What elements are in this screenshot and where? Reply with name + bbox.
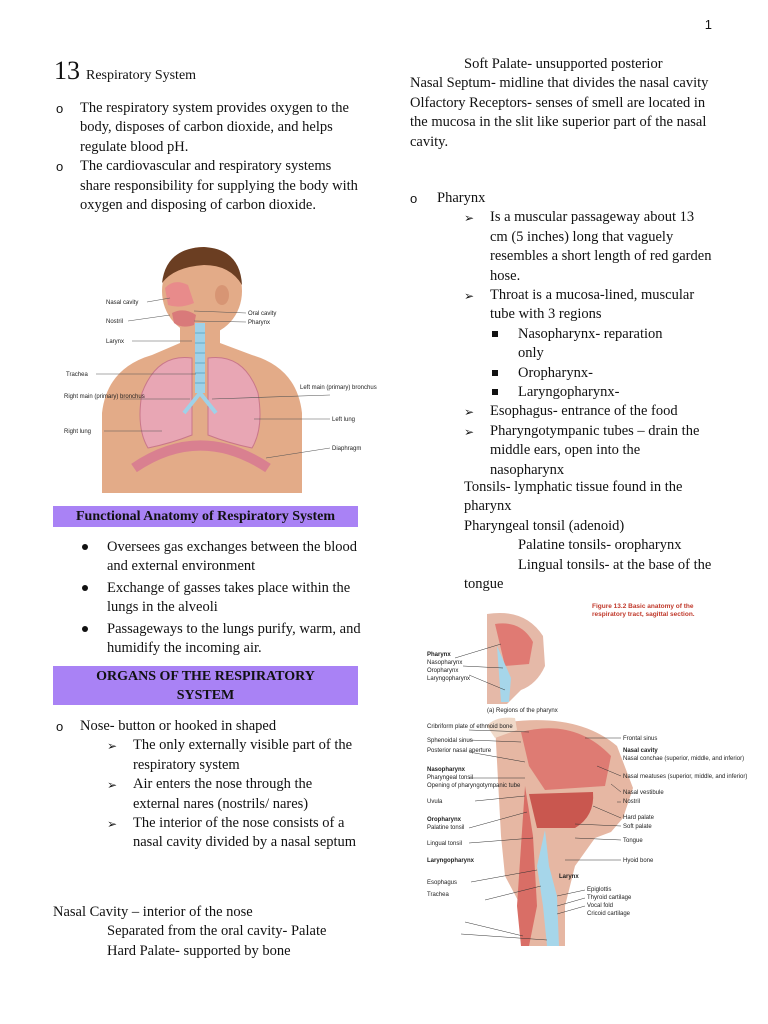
functional-bullet [80, 538, 362, 577]
figure2-sub-caption: (a) Regions of the pharynx [487, 708, 558, 714]
nose-title [56, 717, 361, 736]
lingual-tonsil-text: Lingual tonsils- at the base of the tongue [464, 556, 712, 593]
label-nasal-cavity: Nasal cavity [106, 300, 139, 306]
circle-bullet-icon: o [56, 719, 64, 734]
figure2-left-label: Sphenoidal sinus [427, 738, 473, 744]
pharynx-section [410, 189, 720, 480]
arrow-bullet-icon: ➢ [464, 405, 475, 420]
figure2-right-label: Cricoid cartilage [587, 911, 631, 917]
functional-text: Oversees gas exchanges between the blood and external environment [107, 539, 358, 575]
circle-bullet-icon: o [56, 159, 64, 175]
figure2-right-label: Nostril [623, 799, 641, 805]
functional-text: Passageways to the lungs purify, warm, and humidify the incoming air. [107, 620, 361, 657]
nose-point-text: The only externally visible part of the respiratory system [133, 737, 353, 773]
arrow-bullet-icon: ➢ [464, 289, 475, 304]
nasal-cavity-title: Nasal Cavity – interior of the nose [53, 904, 253, 920]
figure2-pharynx-label: Pharynx [427, 652, 451, 658]
functional-heading: Functional Anatomy of Respiratory System [53, 506, 358, 527]
nasal-cavity-line: Separated from the oral cavity- Palate [107, 923, 327, 940]
square-bullet-icon [492, 370, 498, 376]
label-pharynx: Pharynx [248, 320, 271, 326]
label-left-main-bronchus: Left main (primary) bronchus [300, 385, 377, 391]
nose-section [56, 717, 361, 853]
pharynx-region [492, 325, 668, 364]
nose-point-text: Air enters the nose through the external nares (nostrils/ nares) [133, 776, 313, 812]
arrow-bullet-icon: ➢ [464, 424, 475, 439]
label-right-main-bronchus: Right main (primary) bronchus [64, 394, 145, 400]
circle-bullet-icon: o [56, 101, 64, 116]
nose-title-text: Nose- button or hooked in shaped [80, 718, 277, 734]
tonsils-text: Tonsils- lymphatic tissue found in the pharynx [464, 479, 683, 515]
figure2-region: Laryngopharynx [427, 676, 471, 682]
soft-palate-text: Soft Palate- unsupported posterior [464, 56, 663, 72]
intro-text: The respiratory system provides oxygen to the body, disposes of carbon dioxide, and helps regulate blood pH. [80, 100, 349, 155]
figure2-left-label: Oropharynx [427, 817, 462, 823]
pharynx-title-text: Pharynx [437, 190, 486, 206]
pharynx-region [492, 383, 668, 402]
organs-heading [53, 666, 358, 705]
pharynx-region [492, 364, 668, 383]
tonsils-section [464, 478, 724, 594]
nasal-cavity-section [53, 903, 373, 961]
label-oral-cavity: Oral cavity [248, 311, 277, 317]
chapter-title: Respiratory System [86, 68, 197, 83]
functional-list [80, 538, 362, 658]
figure2-right-label: Nasal vestibule [623, 790, 664, 796]
nose-point [107, 775, 357, 814]
square-bullet-icon [492, 389, 498, 395]
pharyngeal-tonsil-text: Pharyngeal tonsil (adenoid) [464, 517, 625, 534]
pharynx-point-text: Throat is a mucosa-lined, muscular tube with 3 regions [490, 287, 695, 323]
intro-list [56, 99, 361, 215]
arrow-bullet-icon: ➢ [107, 817, 118, 832]
olfactory-text: Olfactory Receptors- senses of smell are located in the mucosa in the slit like superior part of the nasal cavity. [410, 94, 707, 150]
label-left-lung: Left lung [332, 417, 356, 423]
organs-heading-text: ORGANS OF THE RESPIRATORY SYSTEM [96, 668, 315, 703]
nose-point [107, 736, 357, 775]
figure2-right-label: Nasal conchae (superior, middle, and inferior) [623, 756, 745, 762]
nasal-septum-text: Nasal Septum- midline that divides the nasal cavity [410, 75, 709, 92]
figure2-left-label: Uvula [427, 799, 443, 805]
label-nostril: Nostril [106, 319, 124, 325]
pharynx-point [464, 286, 714, 325]
figure2-right-label: Hard palate [623, 815, 655, 821]
bullet-dot-icon [82, 585, 88, 591]
figure2-left-label: Esophagus [427, 880, 458, 886]
figure2-right-label: Thyroid cartilage [587, 895, 632, 901]
functional-text: Exchange of gasses takes place within the lungs in the alveoli [107, 579, 351, 616]
figure2-left-label: Pharyngeal tonsil [427, 775, 474, 781]
nose-point-text: The interior of the nose consists of a nasal cavity divided by a nasal septum [133, 815, 357, 851]
chapter-number: 13 [54, 56, 80, 85]
pharynx-point [464, 208, 714, 286]
nose-points [107, 736, 357, 852]
respiratory-system-figure [62, 243, 377, 493]
label-right-lung: Right lung [64, 429, 92, 435]
figure2-right-label: Nasal cavity [623, 748, 658, 754]
pharynx-regions [492, 325, 668, 403]
label-diaphragm: Diaphragm [332, 446, 362, 452]
figure2-right-label: Vocal fold [587, 903, 614, 909]
arrow-bullet-icon: ➢ [107, 778, 118, 793]
pharynx-point [464, 422, 714, 480]
figure2-left-label: Cribriform plate of ethmoid bone [427, 724, 513, 730]
pharynx-title [410, 189, 720, 208]
arrow-bullet-icon: ➢ [107, 739, 118, 754]
functional-bullet [80, 579, 362, 618]
figure2-right-label: Tongue [623, 838, 643, 844]
pharynx-points [464, 208, 714, 480]
figure2-left-label: Posterior nasal aperture [427, 748, 492, 754]
bullet-dot-icon [82, 626, 88, 632]
right-top-section [410, 55, 715, 152]
figure2-left-label: Trachea [427, 892, 449, 898]
intro-text: The cardiovascular and respiratory systems share responsibility for supplying the body with oxygen and disposing of carbon dioxide. [80, 158, 358, 214]
chapter-heading [54, 56, 196, 86]
figure2-right-label: Soft palate [623, 824, 652, 830]
square-bullet-icon [492, 331, 498, 337]
figure2-left-label: Nasopharynx [427, 767, 466, 773]
label-larynx: Larynx [106, 339, 125, 345]
figure2-caption: Figure 13.2 Basic anatomy of the respiratory tract, sagittal section. [592, 603, 695, 618]
figure2-left-label: Opening of pharyngotympanic tube [427, 783, 521, 789]
figure2-region: Oropharynx [427, 668, 459, 674]
intro-bullet [56, 157, 361, 215]
arrow-bullet-icon: ➢ [464, 211, 475, 226]
page-number: 1 [704, 17, 712, 32]
pharynx-region-text: Oropharynx- [518, 364, 593, 381]
figure2-left-label: Palatine tonsil [427, 825, 465, 831]
figure2-right-label: Epiglottis [587, 887, 612, 893]
pharynx-region-text: Nasopharynx- reparation only [518, 325, 663, 362]
figure2-right-label: Frontal sinus [623, 736, 658, 742]
pharynx-point-text: Is a muscular passageway about 13 cm (5 inches) long that vaguely resembles a short length of red garden hose. [490, 209, 712, 284]
pharynx-point-text: Esophagus- entrance of the food [490, 403, 678, 420]
figure2-right-label: Nasal meatuses (superior, middle, and inferior) [623, 774, 748, 780]
figure2-right-label: Larynx [559, 874, 579, 880]
circle-bullet-icon: o [410, 191, 418, 206]
pharynx-point-text: Pharyngotympanic tubes – drain the middle ears, open into the nasopharynx [490, 422, 700, 478]
nasal-cavity-line: Hard Palate- supported by bone [107, 942, 291, 959]
label-trachea: Trachea [66, 372, 88, 378]
pharynx-point [464, 402, 714, 421]
figure2-region: Nasopharynx [427, 660, 463, 666]
figure2-left-label: Laryngopharynx [427, 858, 475, 864]
pharynx-region-text: Laryngopharynx- [518, 384, 620, 401]
bullet-dot-icon [82, 544, 88, 550]
figure2-left-label: Lingual tonsil [427, 841, 463, 847]
nose-point [107, 814, 357, 853]
figure2-right-label: Hyoid bone [623, 858, 654, 864]
intro-bullet [56, 99, 361, 157]
palatine-tonsil-text: Palatine tonsils- oropharynx [518, 537, 682, 554]
pharynx-sagittal-figure [425, 606, 748, 1004]
functional-bullet [80, 620, 362, 659]
